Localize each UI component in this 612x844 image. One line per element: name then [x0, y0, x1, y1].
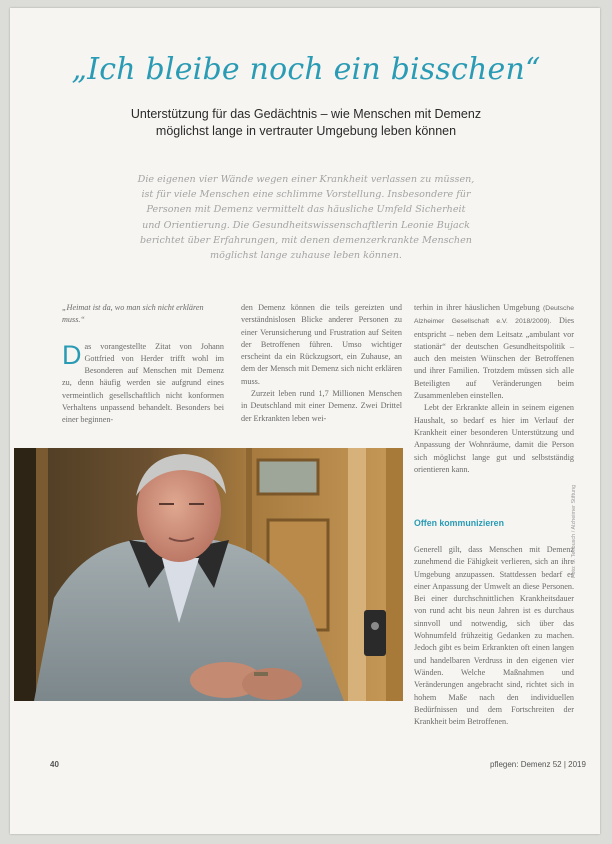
column-2-text-2: Zurzeit leben rund 1,7 Millionen Menschen in Deutschland mit einer Demenz. Zwei Drittel der Erkrankten leben wei- — [241, 389, 402, 423]
column-3-text-c: Lebt der Erkrankte allein in seinem eigenen Haushalt, so bedarf es hier im Verlauf der Krankheit einer besonderen Unterstützung und Anpassung der Wohnräume, damit die Person sich möglichst lange gut und selbstständig orientieren kann. — [414, 403, 574, 474]
subtitle-line-2: möglichst lange in vertrauter Umgebung leben können — [155, 124, 457, 138]
article-title: „Ich bleibe noch ein bisschen“ — [71, 52, 541, 87]
column-3-bottom — [414, 544, 574, 728]
drop-cap: D — [62, 339, 82, 370]
page-number: 40 — [50, 760, 59, 769]
article-photo — [14, 448, 403, 701]
column-3-text-a — [414, 302, 574, 402]
column-2-text: den Demenz können die teils gereizten und verständnislosen Blicke anderer Personen zu einer Verunsicherung und Frustration auf Seiten der Betroffenen führen. Umso wichtiger erscheint da ein Rückzugsort, ein Zuhause, an dem der Mensch mit Demenz sich nicht erklären muss. — [241, 303, 402, 386]
column-3-lead: terhin in ihrer häuslichen Umgebung — [414, 303, 540, 312]
section-heading: Offen kommunizieren — [414, 518, 504, 528]
column-2 — [241, 302, 402, 425]
column-1 — [62, 302, 224, 427]
column-3-text-d: Generell gilt, dass Menschen mit Demenz zunehmend die Fähigkeit verlieren, sich an ihre Umgebung anzupassen. Stattdessen bedarf es einer Anpassung der Umwelt an diese Personen. Bei einer durchschnittlichen Krankheitsdauer von rund acht bis neun Jahren ist es durchaus sinnvoll und notwendig, sich über das Wohnumfeld frühzeitig Gedanken zu machen. Jedoch gibt es beim Erkrankten oft einen langen und handelbaren Verdruss in den eigenen vier Wänden. Welche Maßnahmen und Veränderungen angebracht sind, richtet sich in hohem Maße nach den individuellen Bedürfnissen und dem Fortschreiten der Krankheit beim Betroffenen. — [414, 545, 574, 727]
article-intro: Die eigenen vier Wände wegen einer Krankheit verlassen zu müssen, ist für viele Menschen eine schlimme Vorstellung. Insbesondere für Personen mit Demenz vermittelt das häusliche Umfeld Sicherheit und Orientierung. Die Gesundheitswissenschaftlerin Leonie Bujack berichtet über Erfahrungen, mit denen demenzerkrankte Menschen möglichst lange zuhause leben können. — [137, 174, 475, 262]
photo-credit: Foto: S. Tenbusch / Alzheimer Stiftung — [571, 484, 577, 578]
issue-label: pflegen: Demenz 52 | 2019 — [490, 760, 586, 769]
column-1-body — [62, 341, 224, 427]
article-subtitle — [0, 106, 612, 140]
column-3-top — [414, 302, 574, 476]
citation: (Deutsche Alzheimer Gesellschaft e.V. 2018/2009). — [414, 305, 574, 326]
pull-quote: „Heimat ist da, wo man sich nicht erklären muss.“ — [62, 303, 204, 325]
column-3-text-b: Dies entspricht – neben dem Leitsatz „ambulant vor stationär“ der deutschen Gesundheitspolitik – auch den meisten Wünschen der Betroffenen und ihrer Familien. Trotzdem müssen sich alle Beteiligten auf Veränderungen beim Zusammenleben einstellen. — [414, 316, 575, 401]
column-1-text: as vorangestellte Zitat von Johann Gottfried von Herder trifft wohl im Besonderen auf Menschen mit Demenz zu, denn häufig werden sie aufgrund eines vermeintlich gesellschaftlich nicht konformen Verhaltens unpassend behandelt. Besonders bei einer beginnen- — [62, 341, 224, 425]
photo-illustration — [14, 448, 403, 701]
subtitle-line-1: Unterstützung für das Gedächtnis – wie Menschen mit Demenz — [130, 107, 482, 121]
